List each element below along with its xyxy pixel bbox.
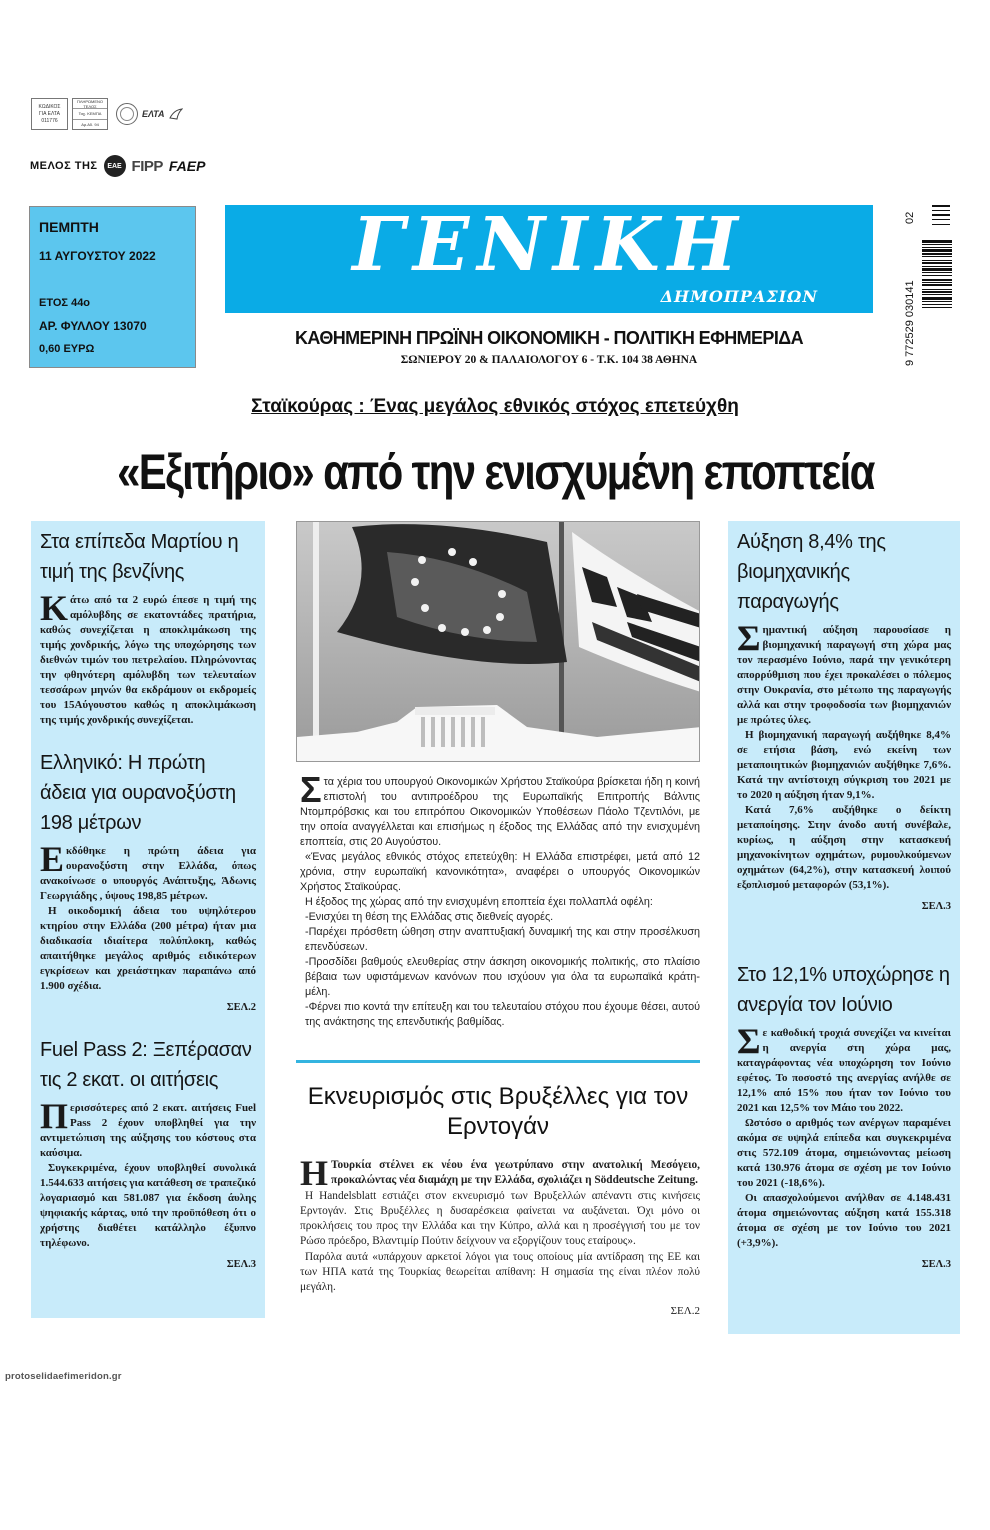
dropcap: Σ	[300, 769, 322, 810]
section-divider	[296, 1060, 700, 1063]
story-paragraph: άτω από τα 2 ευρώ έπεσε η τιμή της αμόλυβδης σε εκατοντάδες πρατήρια, καθώς συνεχίζεται η αποκλιμάκωση της τιμής χονδρικής, λόγω της υποχώρησης των διεθνών τιμών του πετρελαίου. Πληρώνοντας την φθηνότερη αμόλυβδη των τελευταίων τεσσάρων μηνών θα εκδράμουν οι εκδρομείς του 15Αύγουστου καθώς η αποκλιμάκωση της τιμής χονδρικής συνεχίζεται.	[40, 594, 256, 726]
page-reference[interactable]: ΣΕΛ.2	[670, 1304, 700, 1317]
barcode-bar	[922, 244, 952, 245]
barcode-bar	[922, 304, 952, 305]
issue-day: ΠΕΜΠΤΗ	[39, 219, 99, 235]
barcode-bar	[922, 289, 952, 290]
lead-story	[300, 769, 700, 1030]
story-title: Fuel Pass 2: Ξεπέρασαν τις 2 εκατ. οι αιτήσεις	[40, 1039, 252, 1091]
barcode-bar	[922, 262, 952, 264]
dropcap: Η	[300, 1153, 329, 1193]
postage-line: Αρ.Αδ. 94	[81, 121, 99, 127]
lead-intro: τα χέρια του υπουργού Οικονομικών Χρήστου Σταϊκούρα βρίσκεται ήδη η κοινή επιστολή του αντιπροέδρου της Ευρωπαϊκής Επιτροπής Βάλντις Ντομπρόβσκις και του επιτρόπου Οικονομικών Υποθέσεων Πάολο Τζεντιλόνι, με την οποία αναγγέλλεται και επισήμως η έξοδος της Ελλάδας από την ενισχυμένη εποπτεία, στις 20 Αυγούστου.	[300, 776, 700, 848]
story-paragraph: Η βιομηχανική παραγωγή αυξήθηκε 8,4% σε ετήσια βάση, ενώ εκείνη των μεταποιητικών βιομηχανιών αυξήθηκε 7,6%. Κατά την αντίστοιχη σύγκριση του 2021 με το 2020 η αύξηση ήταν 9,1%.	[737, 729, 951, 801]
story-title: Στο 12,1% υποχώρησε η ανεργία τον Ιούνιο	[737, 964, 950, 1016]
story-skyscraper	[31, 742, 265, 1015]
story-body	[40, 839, 256, 1015]
right-column	[728, 521, 960, 1334]
story-paragraph: Η οικοδομική άδεια του υψηλότερου κτηρίου στην Ελλάδα (200 μέτρα) ήταν μια διαδικασία ιδιαίτερα πολύπλοκη, καθώς απαιτήθηκε μεγάλος αριθμός ειδικότερων εγκρίσεων και χρειάστηκαν παραπάνω από 1.900 σχέδια.	[40, 905, 256, 992]
lead-quote: «Ένας μεγάλος εθνικός στόχος επετεύχθη: Η Ελλάδα επιστρέφει, μετά από 12 χρόνια, στην ευρωπαϊκή κανονικότητα», αναφέρει ο υπουργός Οικονομικών Χρήστος Σταϊκούρας.	[300, 851, 700, 893]
benefit-item: -Ενισχύει τη θέση της Ελλάδας στις διεθνείς αγορές.	[305, 911, 554, 923]
story-paragraph: Ωστόσο ο αριθμός των ανέργων παραμένει ακόμα σε υψηλά επίπεδα και συγκεκριμένα στις 572.109 άτομα, σημειώνοντας μείωση κατά 130.976 άτομα σε σχέση με τον Ιούνιο του 2021 (-18,6%).	[737, 1117, 951, 1189]
dropcap: Σ	[737, 618, 761, 658]
source-watermark[interactable]: protoselidaefimeridon.gr	[5, 1371, 122, 1382]
story-body	[40, 588, 256, 728]
newspaper-tagline: ΚΑΘΗΜΕΡΙΝΗ ΠΡΩΪΝΗ ΟΙΚΟΝΟΜΙΚΗ - ΠΟΛΙΤΙΚΗ ΕΦΗΜΕΡΙΔΑ	[295, 328, 803, 348]
member-label: ΜΕΛΟΣ ΤΗΣ	[30, 160, 98, 172]
elta-bird-icon	[169, 108, 183, 120]
issue-date: 11 ΑΥΓΟΥΣΤΟΥ 2022	[39, 249, 156, 263]
story-paragraph: ημαντική αύξηση παρουσίασε η βιομηχανική παραγωγή στη χώρα μας τον περασμένο Ιούνιο, παρά την γενικότερη απορρύθμιση που έχει προκαλέσει ο πόλεμος στην Ουκρανία, στο μέτωπο της παραγωγής αλλά και στην τροφοδοσία των βιομηχανιών με πρώτες ύλες.	[737, 624, 951, 726]
barcode-bars	[892, 200, 962, 370]
member-of	[30, 155, 205, 177]
issue-price: 0,60 ΕΥΡΩ	[39, 343, 95, 355]
story-body	[737, 1021, 951, 1272]
elta-code-line: ΚΩΔΙΚΟΣ	[38, 104, 61, 110]
barcode-bar	[922, 275, 952, 276]
benefit-item: -Προσδίδει βαθμούς ελευθερίας στην άσκηση οικονομικής πολιτικής, στο πλαίσιο βέβαια των υφιστάμενων κανόνων που ισχύουν για όλα τα ευρωπαϊκά κράτη- μέλη.	[305, 956, 700, 998]
benefit-item: -Φέρνει πιο κοντά την επίτευξη και του τελευταίου στόχου που έχουμε θέσει, αυτού της ανάκτησης της επενδυτικής βαθμίδας.	[305, 1001, 700, 1028]
barcode-number: 9 772529 030141	[904, 280, 916, 366]
story-title: Στα επίπεδα Μαρτίου η τιμή της βενζίνης	[40, 531, 239, 583]
faep-logo: FAEP	[168, 158, 206, 174]
barcode-bar	[922, 266, 952, 267]
left-column	[31, 521, 265, 1318]
elta-code-box	[31, 98, 68, 130]
newspaper-title: ΓΕΝΙΚΗ	[352, 205, 746, 288]
barcode-addon-bar	[932, 219, 950, 220]
elta-code-line: ΓΙΑ ΕΛΤΑ	[39, 111, 60, 117]
page-reference[interactable]: ΣΕΛ.2	[226, 1002, 256, 1013]
story-title: Ελληνικό: Η πρώτη άδεια για ουρανοξύστη 198 μέτρων	[40, 752, 236, 834]
barcode-bar	[922, 279, 952, 281]
barcode-bar	[922, 249, 952, 252]
barcode-bar	[922, 268, 952, 271]
postage-paid-box	[72, 98, 108, 130]
story-paragraph: Οι απασχολούμενοι ανήλθαν σε 4.148.431 άτομα σημειώνοντας αύξηση κατά 155.318 άτομα σε σχέση με τον Ιούνιο του 2021 (+3,9%).	[737, 1192, 951, 1249]
elta-code-line: 011776	[41, 118, 58, 124]
elta-logo: ΕΛΤΑ	[142, 109, 165, 119]
barcode-addon-bar	[932, 205, 950, 207]
eaee-logo: EAE	[104, 155, 126, 177]
story-paragraph: ερισσότερες από 2 εκατ. αιτήσεις Fuel Pass 2 έχουν υποβληθεί για την αντιμετώπιση της αύξησης του κόστους στα καύσιμα.	[40, 1102, 256, 1159]
masthead	[225, 205, 873, 313]
story-paragraph: ε καθοδική τροχιά συνεχίζει να κινείται η ανεργία στη χώρα μας, καταγράφοντας νέα υποχώρηση τον Ιούνιο εφέτος. Το ποσοστό της ανεργίας ανήλθε σε 12,1% από 15% που ήταν τον Ιούνιο του 2021 και 12,5% τον Μάιο του 2022.	[737, 1027, 951, 1114]
story-fuel-price	[31, 521, 265, 728]
barcode-bar	[922, 297, 952, 300]
issue-info-box	[29, 206, 196, 368]
benefit-item: -Παρέχει πρόσθετη ώθηση στην αναπτυξιακή δυναμική της και στην προσέλκυση επενδύσεων.	[305, 926, 700, 953]
lead-benefits-intro: Η έξοδος της χώρας από την ενισχυμένη εποπτεία έχει πολλαπλά οφέλη:	[305, 896, 653, 908]
second-story	[300, 1153, 700, 1319]
second-lead: Τουρκία στέλνει εκ νέου ένα γεωτρύπανο στην ανατολική Μεσόγειο, προκαλώντας νέα διαμάχη με την Ελλάδα, σχολιάζει η Söddeutsche Zeitung.	[331, 1159, 700, 1187]
barcode-bar	[922, 307, 952, 308]
story-paragraph: κδόθηκε η πρώτη άδεια για ουρανοξύστη στην Ελλάδα, όπως ανακοίνωσε ο υπουργός Ανάπτυξης, Άδωνις Γεωργιάδης , ύψους 198,85 μέτρων.	[40, 845, 256, 902]
barcode-bar	[922, 294, 952, 295]
flags-photo	[296, 521, 700, 762]
barcode-addon: 02	[904, 211, 916, 224]
postage-line: ΠΛΗΡΩΜΕΝΟ ΤΕΛΟΣ	[73, 99, 107, 109]
page-reference[interactable]: ΣΕΛ.3	[921, 1259, 951, 1270]
postage-line: Ταχ. ΚΕΜΠΑ	[73, 109, 107, 119]
story-fuel-pass	[31, 1029, 265, 1272]
story-body	[737, 618, 951, 914]
barcode-bar	[922, 253, 952, 255]
barcode-bar	[922, 282, 952, 283]
barcode-addon-bar	[932, 214, 950, 216]
barcode-addon-bar	[932, 210, 950, 211]
newspaper-address: ΣΩΝΙΕΡΟΥ 20 & ΠΑΛΑΙΟΛΟΓΟΥ 6 - Τ.Κ. 104 38 ΑΘΗΝΑ	[400, 354, 698, 366]
barcode-bar	[922, 247, 952, 248]
eu-greek-flags-acropolis-image	[297, 522, 700, 762]
second-headline: Εκνευρισμός στις Βρυξέλλες για τον Ερντογάν	[307, 1083, 689, 1140]
barcode-addon-bar	[932, 224, 950, 225]
story-paragraph: Η Handelsblatt εστιάζει στον εκνευρισμό των Βρυξελλών απέναντι στις κινήσεις Ερντογάν. Στις Βρυξέλλες η δυσαρέσκεια φαίνεται να αυξάνεται. Όχι μόνο οι προκλήσεις του προς την Ελλάδα και την Κύπρο, αλλά και η προσέγγισή του με τον Ρώσο πρόεδρο, Βλαντιμίρ Πούτιν δείχνουν να εξοργίζουν τους εταίρους».	[300, 1189, 700, 1248]
page-reference[interactable]: ΣΕΛ.3	[226, 1259, 256, 1270]
barcode-bar	[922, 240, 952, 243]
barcode-bar	[922, 301, 952, 302]
story-paragraph: Συγκεκριμένα, έχουν υποβληθεί συνολικά 1.544.633 αιτήσεις για κατάθεση σε τραπεζικό λογαριασμό και 581.087 για έκδοση άυλης ψηφιακής κάρτας, υπό την προϋπόθεση ότι ο χρήστης διαθέτει κατάλληλο έξυπνο τηλέφωνο.	[40, 1162, 256, 1249]
main-headline-text: «Εξιτήριο» από την ενισχυμένη εποπτεία	[116, 444, 874, 500]
dropcap: Σ	[737, 1021, 761, 1061]
dropcap: Π	[40, 1096, 69, 1136]
page-reference[interactable]: ΣΕΛ.3	[921, 901, 951, 912]
dropcap: Κ	[40, 588, 69, 628]
elta-seal-icon	[116, 103, 138, 125]
barcode-bar	[922, 284, 952, 286]
main-headline	[0, 440, 990, 504]
postal-stamps	[31, 98, 183, 130]
story-title: Αύξηση 8,4% της βιομηχανικής παραγωγής	[737, 531, 886, 613]
story-paragraph: Κατά 7,6% αυξήθηκε ο δείκτη μεταποίησης. Στην άνοδο αυτή συνέβαλε, κυρίως, η αύξηση στην κατασκευή μηχανοκίνητων οχημάτων, ρυμουλκούμενων οχημάτων (64,2%), στην κατασκευή λοιπού εξοπλισμού μεταφορών (53,1%).	[737, 804, 951, 891]
barcode	[892, 200, 962, 370]
barcode-bar	[922, 256, 952, 257]
supertitle: Σταϊκούρας : Ένας μεγάλος εθνικός στόχος επετεύχθη	[251, 396, 739, 417]
story-body	[40, 1096, 256, 1272]
issue-number: ΑΡ. ΦΥΛΛΟΥ 13070	[39, 319, 147, 333]
story-paragraph: Παρόλα αυτά «υπάρχουν αρκετοί λόγοι για τους οποίους μία αντίδραση της ΕΕ και των ΗΠΑ κατά της Τουρκίας θεωρείται απίθανη: Η σημασία της είναι πλέον πολύ μεγάλη.	[300, 1250, 700, 1294]
barcode-bar	[922, 272, 952, 273]
barcode-bar	[922, 260, 952, 261]
fipp-logo: FIPP	[131, 157, 163, 175]
newspaper-subtitle: ΔΗΜΟΠΡΑΣΙΩΝ	[660, 287, 818, 306]
story-unemployment	[728, 954, 960, 1272]
barcode-bar	[922, 291, 952, 293]
story-industrial-production	[728, 521, 960, 914]
issue-year: ΕΤΟΣ 44ο	[39, 297, 91, 309]
dropcap: Ε	[40, 839, 65, 879]
